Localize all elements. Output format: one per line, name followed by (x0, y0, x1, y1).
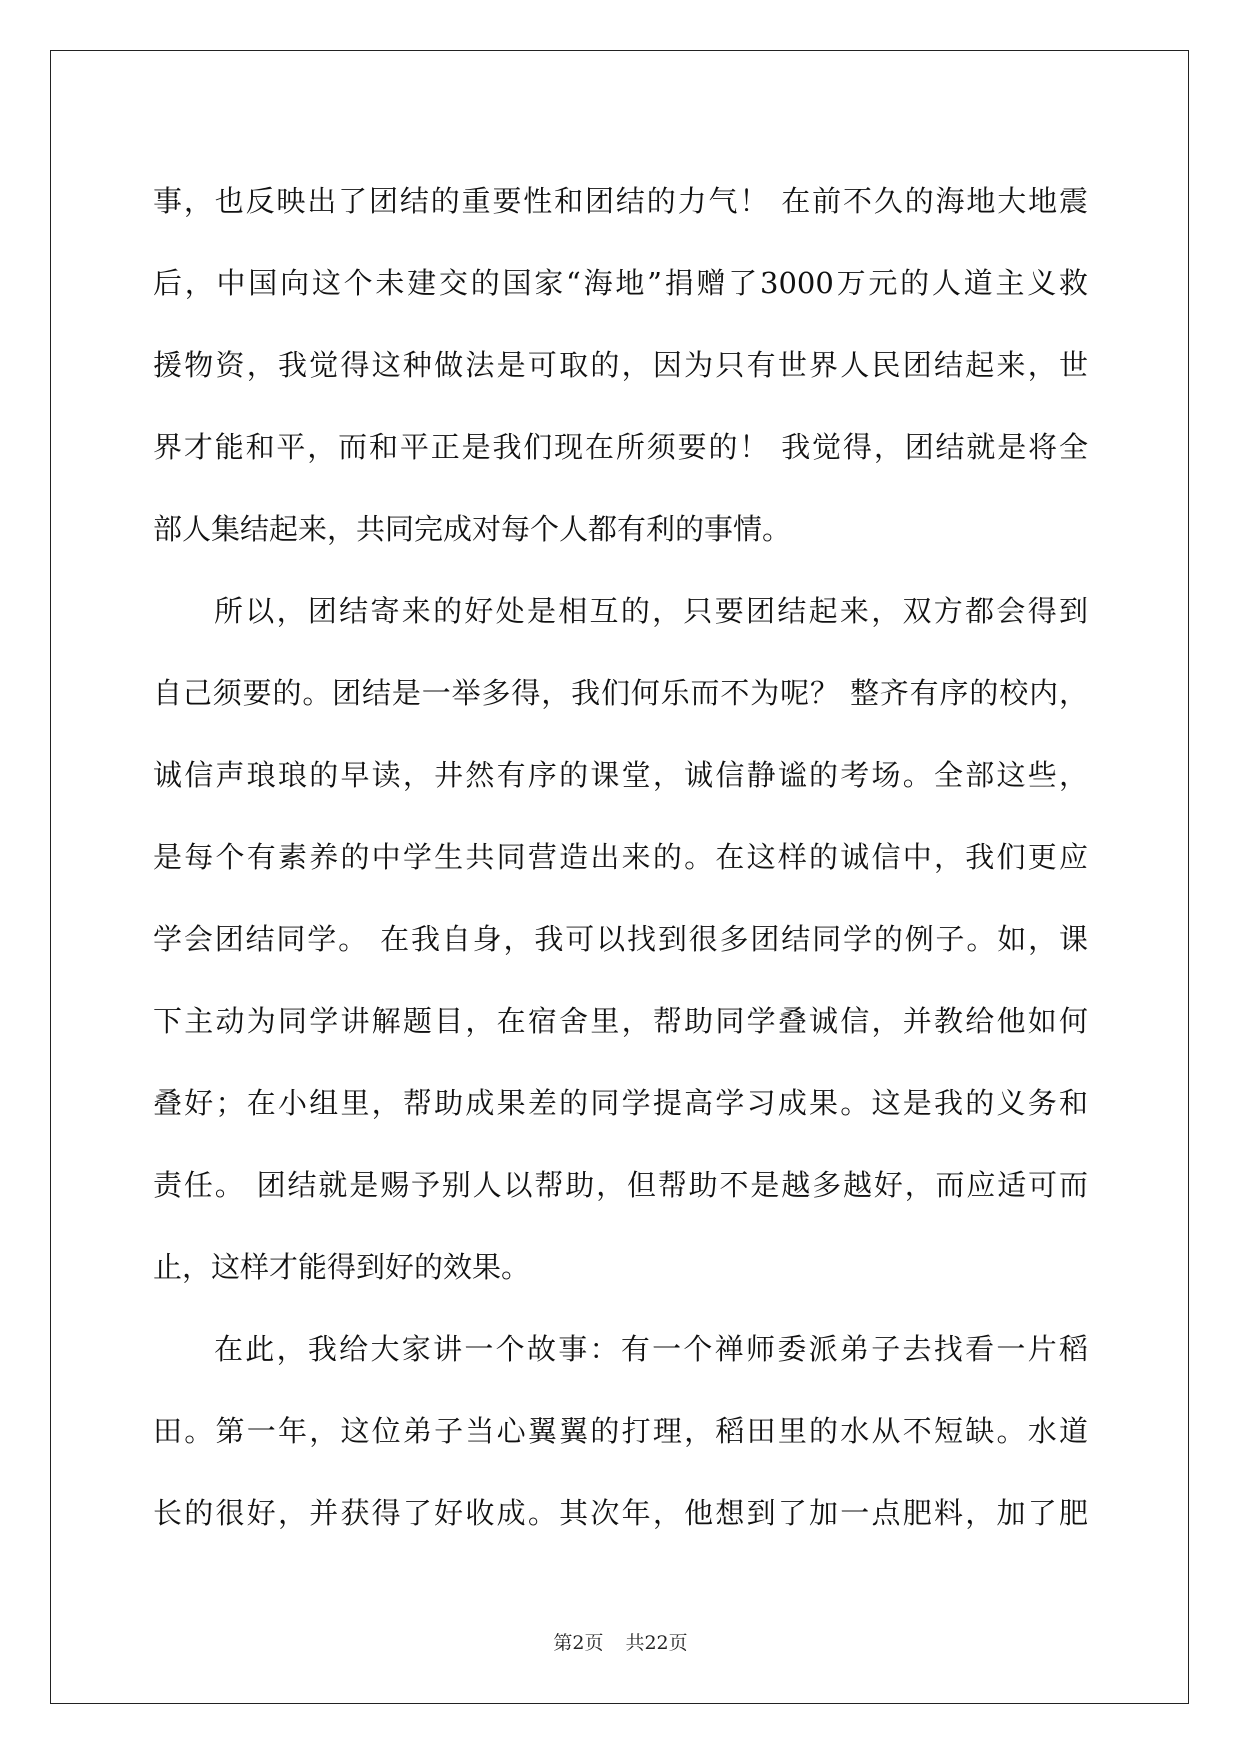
text-line: 援物资，我觉得这种做法是可取的，因为只有世界人民团结起来，世 (153, 348, 1088, 382)
text-line: 事，也反映出了团结的重要性和团结的力气！ 在前不久的海地大地震 (153, 184, 1088, 218)
paragraph (153, 570, 1088, 1308)
text-line: 诚信声琅琅的早读，井然有序的课堂，诚信静谧的考场。全部这些， (153, 758, 1088, 792)
text-line: 部人集结起来，共同完成对每个人都有利的事情。 (153, 512, 792, 546)
text-line: 田。第一年，这位弟子当心翼翼的打理，稻田里的水从不短缺。水道 (153, 1414, 1088, 1448)
text-line: 长的很好，并获得了好收成。其次年，他想到了加一点肥料，加了肥 (153, 1496, 1088, 1530)
page-number: 第2页 (553, 1632, 604, 1654)
text-line: 界才能和平，而和平正是我们现在所须要的！ 我觉得，团结就是将全 (153, 430, 1088, 464)
text-line: 后，中国向这个未建交的国家“海地”捐赠了3000万元的人道主义救 (153, 266, 1088, 300)
text-line: 责任。 团结就是赐予别人以帮助，但帮助不是越多越好，而应适可而 (153, 1168, 1088, 1202)
text-line: 是每个有素养的中学生共同营造出来的。在这样的诚信中，我们更应 (153, 840, 1088, 874)
text-line: 所以，团结寄来的好处是相互的，只要团结起来，双方都会得到 (214, 594, 1088, 628)
text-line: 在此，我给大家讲一个故事：有一个禅师委派弟子去找看一片稻 (214, 1332, 1088, 1366)
paragraph (153, 160, 1088, 570)
text-line: 自己须要的。团结是一举多得，我们何乐而不为呢？ 整齐有序的校内， (153, 676, 1088, 710)
text-line: 叠好；在小组里，帮助成果差的同学提高学习成果。这是我的义务和 (153, 1086, 1088, 1120)
text-line: 止，这样才能得到好的效果。 (153, 1250, 531, 1284)
page-footer (0, 1628, 1241, 1655)
text-line: 下主动为同学讲解题目，在宿舍里，帮助同学叠诚信，并教给他如何 (153, 1004, 1088, 1038)
paragraph (153, 1308, 1088, 1554)
document-body (153, 160, 1088, 1554)
text-line: 学会团结同学。 在我自身，我可以找到很多团结同学的例子。如，课 (153, 922, 1088, 956)
page-total: 共22页 (625, 1632, 688, 1654)
